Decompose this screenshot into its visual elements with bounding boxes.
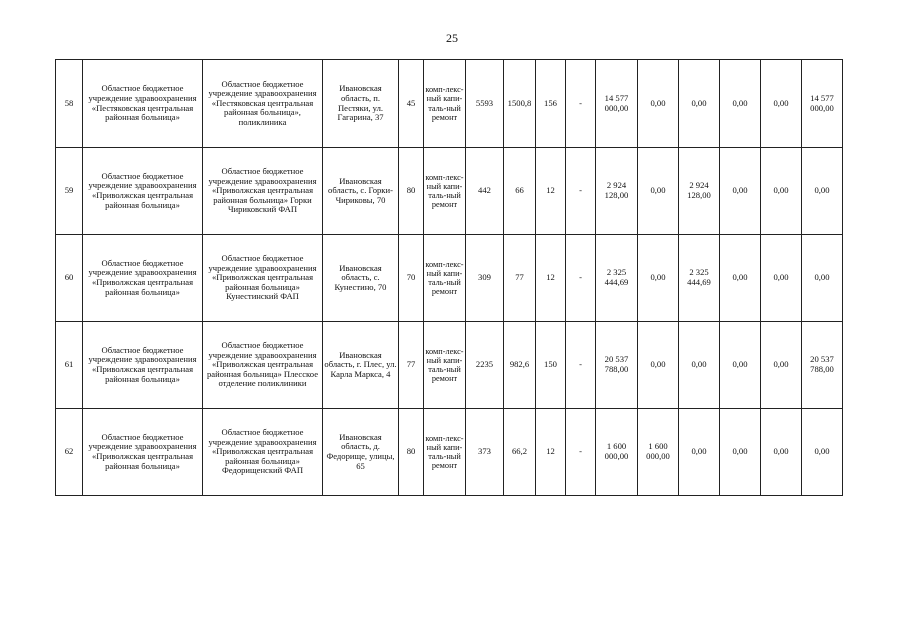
- object-cell: Областное бюджетное учреждение здравоохранения «Приволжская центральная районная больница» Федорищенский ФАП: [203, 409, 323, 496]
- object-cell: Областное бюджетное учреждение здравоохранения «Пестяковская центральная районная больница», поликлиника: [203, 60, 323, 148]
- object-cell: Областное бюджетное учреждение здравоохранения «Приволжская центральная районная больница» Плесское отделение поликлиники: [203, 322, 323, 409]
- value-cell: -: [566, 148, 596, 235]
- amount-cell: 2 924 128,00: [679, 148, 720, 235]
- page-number: 25: [446, 31, 458, 45]
- institution-cell: Областное бюджетное учреждение здравоохранения «Приволжская центральная районная больница»: [83, 235, 203, 322]
- amount-cell: 0,00: [802, 148, 843, 235]
- value-cell: -: [566, 322, 596, 409]
- value-cell: 442: [466, 148, 504, 235]
- amount-cell: 0,00: [761, 60, 802, 148]
- table-row: [56, 60, 843, 148]
- amount-cell: 0,00: [720, 60, 761, 148]
- amount-cell: 0,00: [679, 409, 720, 496]
- amount-cell: 0,00: [679, 60, 720, 148]
- value-cell: 309: [466, 235, 504, 322]
- total-cell: 14 577 000,00: [596, 60, 638, 148]
- work-type-cell: комп-лекс-ный капи-таль-ный ремонт: [424, 60, 466, 148]
- value-cell: 80: [399, 148, 424, 235]
- object-cell: Областное бюджетное учреждение здравоохранения «Приволжская центральная районная больница» Горки Чириковский ФАП: [203, 148, 323, 235]
- amount-cell: 0,00: [802, 235, 843, 322]
- value-cell: -: [566, 409, 596, 496]
- amount-cell: 0,00: [761, 322, 802, 409]
- institution-cell: Областное бюджетное учреждение здравоохранения «Приволжская центральная районная больница»: [83, 148, 203, 235]
- table-row: [56, 148, 843, 235]
- row-number: 61: [56, 322, 83, 409]
- amount-cell: 1 600 000,00: [638, 409, 679, 496]
- object-table: [55, 59, 843, 496]
- value-cell: -: [566, 60, 596, 148]
- work-type-cell: комп-лекс-ный капи-таль-ный ремонт: [424, 322, 466, 409]
- row-number: 58: [56, 60, 83, 148]
- value-cell: 1500,8: [504, 60, 536, 148]
- amount-cell: 0,00: [638, 148, 679, 235]
- value-cell: 66: [504, 148, 536, 235]
- value-cell: 45: [399, 60, 424, 148]
- total-cell: 2 325 444,69: [596, 235, 638, 322]
- institution-cell: Областное бюджетное учреждение здравоохранения «Приволжская центральная районная больница»: [83, 322, 203, 409]
- value-cell: 80: [399, 409, 424, 496]
- work-type-cell: комп-лекс-ный капи-таль-ный ремонт: [424, 409, 466, 496]
- amount-cell: 0,00: [761, 148, 802, 235]
- value-cell: 77: [399, 322, 424, 409]
- work-type-cell: комп-лекс-ный капи-таль-ный ремонт: [424, 235, 466, 322]
- value-cell: 982,6: [504, 322, 536, 409]
- address-cell: Ивановская область, д. Федорище, улицы, 65: [323, 409, 399, 496]
- value-cell: 2235: [466, 322, 504, 409]
- amount-cell: 0,00: [720, 235, 761, 322]
- value-cell: -: [566, 235, 596, 322]
- amount-cell: 0,00: [802, 409, 843, 496]
- table-row: [56, 235, 843, 322]
- institution-cell: Областное бюджетное учреждение здравоохранения «Пестяковская центральная районная больница»: [83, 60, 203, 148]
- total-cell: 1 600 000,00: [596, 409, 638, 496]
- amount-cell: 0,00: [720, 322, 761, 409]
- row-number: 59: [56, 148, 83, 235]
- amount-cell: 0,00: [679, 322, 720, 409]
- amount-cell: 0,00: [761, 235, 802, 322]
- object-cell: Областное бюджетное учреждение здравоохранения «Приволжская центральная районная больница» Кунестинский ФАП: [203, 235, 323, 322]
- amount-cell: 0,00: [720, 148, 761, 235]
- total-cell: 2 924 128,00: [596, 148, 638, 235]
- row-number: 60: [56, 235, 83, 322]
- amount-cell: 0,00: [638, 322, 679, 409]
- institution-cell: Областное бюджетное учреждение здравоохранения «Приволжская центральная районная больница»: [83, 409, 203, 496]
- table-body: [56, 60, 843, 496]
- value-cell: 5593: [466, 60, 504, 148]
- value-cell: 373: [466, 409, 504, 496]
- total-cell: 20 537 788,00: [596, 322, 638, 409]
- value-cell: 70: [399, 235, 424, 322]
- value-cell: 66,2: [504, 409, 536, 496]
- value-cell: 77: [504, 235, 536, 322]
- table-row: [56, 322, 843, 409]
- amount-cell: 14 577 000,00: [802, 60, 843, 148]
- address-cell: Ивановская область, с. Горки-Чириковы, 70: [323, 148, 399, 235]
- table-row: [56, 409, 843, 496]
- amount-cell: 0,00: [638, 235, 679, 322]
- address-cell: Ивановская область, с. Кунестино, 70: [323, 235, 399, 322]
- amount-cell: 0,00: [761, 409, 802, 496]
- address-cell: Ивановская область, г. Плес, ул. Карла Маркса, 4: [323, 322, 399, 409]
- value-cell: 150: [536, 322, 566, 409]
- address-cell: Ивановская область, п. Пестяки, ул. Гагарина, 37: [323, 60, 399, 148]
- value-cell: 12: [536, 409, 566, 496]
- value-cell: 156: [536, 60, 566, 148]
- row-number: 62: [56, 409, 83, 496]
- amount-cell: 2 325 444,69: [679, 235, 720, 322]
- work-type-cell: комп-лекс-ный капи-таль-ный ремонт: [424, 148, 466, 235]
- amount-cell: 20 537 788,00: [802, 322, 843, 409]
- value-cell: 12: [536, 148, 566, 235]
- amount-cell: 0,00: [720, 409, 761, 496]
- amount-cell: 0,00: [638, 60, 679, 148]
- value-cell: 12: [536, 235, 566, 322]
